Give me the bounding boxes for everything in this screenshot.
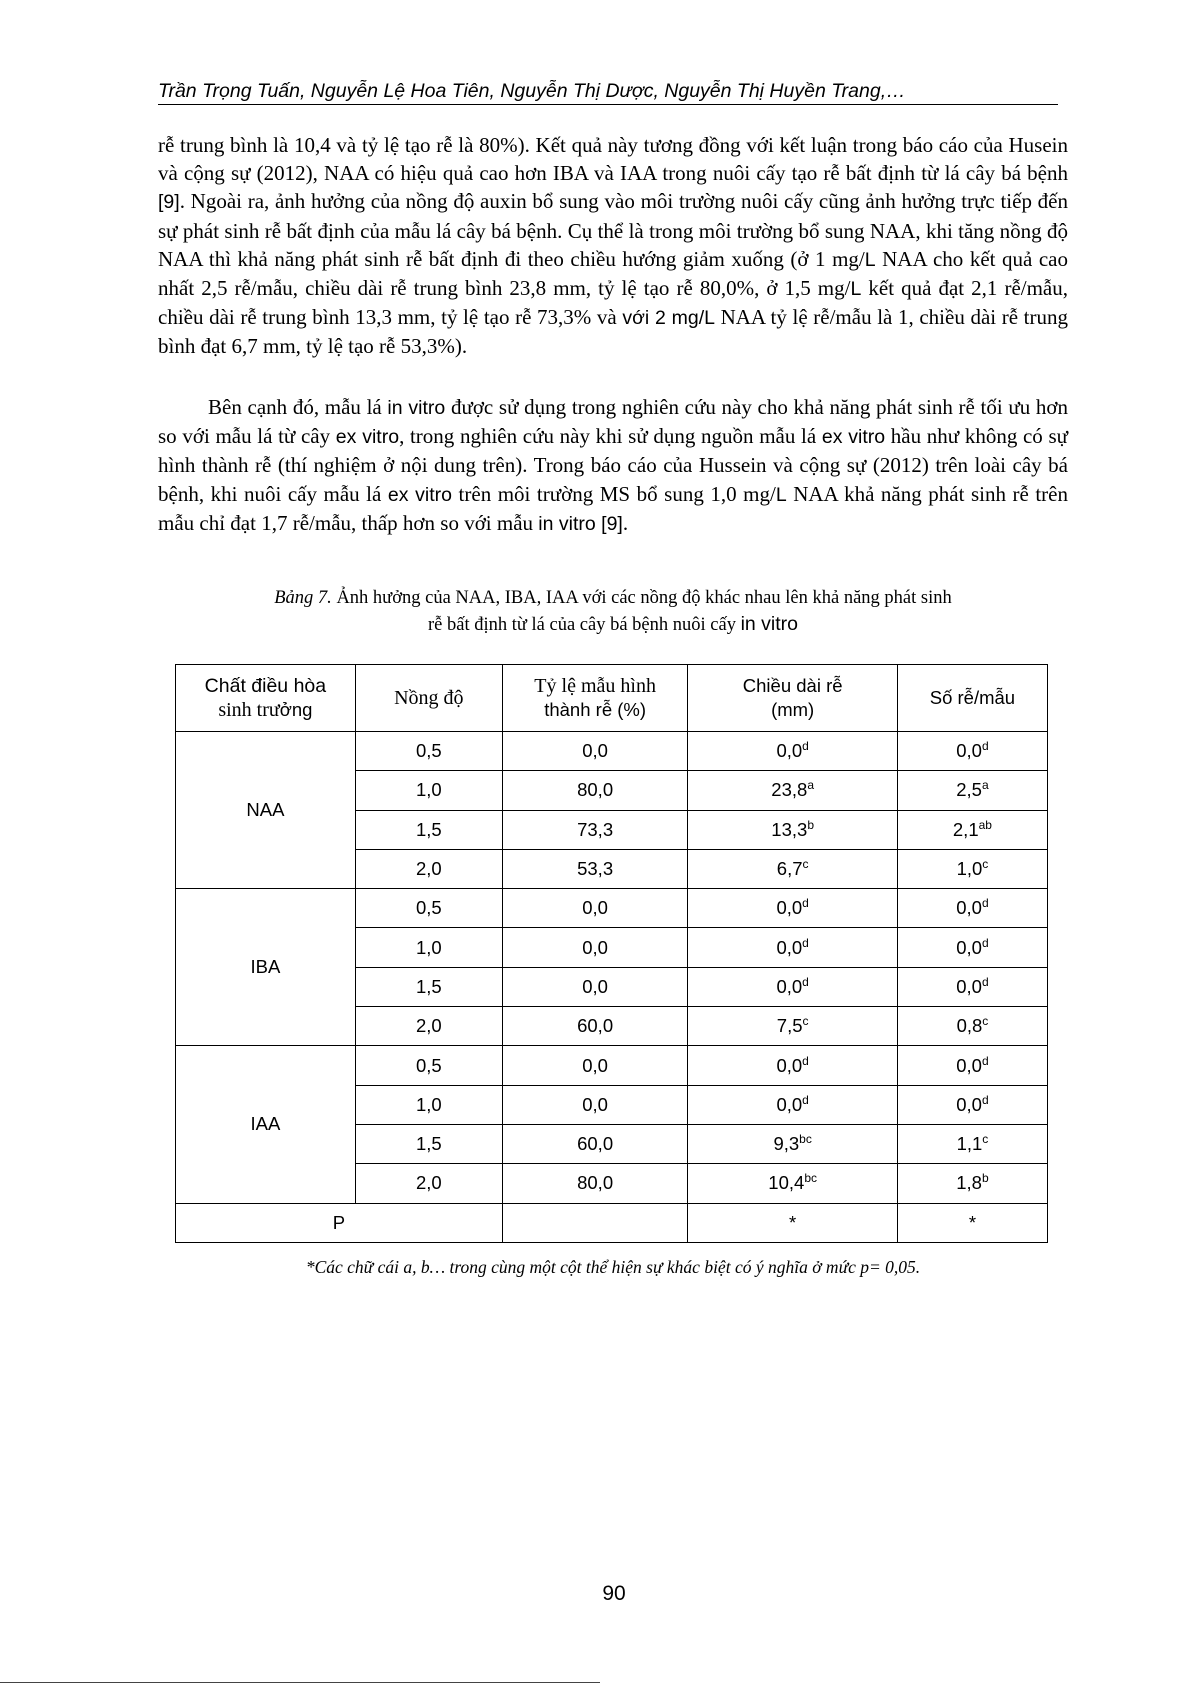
- cell-roots-value: 2,1: [952, 818, 979, 840]
- cell-length-significance-letter: c: [802, 1014, 809, 1029]
- p1-unit-l-2: L: [850, 278, 862, 301]
- cell-concentration-value: 1,0: [415, 1093, 442, 1115]
- cell-roots-value: 0,0: [956, 740, 982, 762]
- cell-length: [688, 1124, 897, 1163]
- header-rate-line-2: thành rễ (%): [544, 699, 647, 720]
- cell-roots-significance-letter: a: [981, 778, 989, 793]
- cell-length: [688, 1085, 897, 1124]
- cell-roots-significance-letter: c: [982, 1132, 989, 1147]
- caption-text-1: Ảnh hưởng của NAA, IBA, IAA với các nồng độ khác nhau lên khả năng phát sinh: [331, 588, 952, 608]
- cell-concentration-value: 1,5: [415, 975, 442, 997]
- cell-length: [688, 1164, 897, 1203]
- cell-length-value: 0,0: [776, 936, 803, 958]
- p2-text-11: NAA khả năng phát sinh rễ trên mẫu chỉ đạt 1,7 rễ/mẫu, thấp hơn so với mẫu: [158, 481, 1068, 535]
- cell-concentration: [355, 967, 502, 1006]
- running-header: Trần Trọng Tuấn, Nguyễn Lệ Hoa Tiên, Nguyễn Thị Dược, Nguyễn Thị Huyền Trang,…: [158, 80, 906, 102]
- cell-length-value: 9,3: [773, 1133, 800, 1155]
- header-regulator: [176, 665, 356, 732]
- header-regulator-line-1: Chất điều hòa: [204, 675, 327, 697]
- cell-concentration-value: 1,5: [415, 1133, 442, 1155]
- cell-rate: [502, 1007, 688, 1046]
- cell-rate-value: 60,0: [577, 1015, 614, 1037]
- cell-length-value: 0,0: [776, 740, 803, 762]
- cell-rate-value: 0,0: [582, 1054, 608, 1076]
- table-footnote: *Các chữ cái a, b… trong cùng một cột thể hiện sự khác biệt có ý nghĩa ở mức p= 0,05.: [305, 1257, 921, 1277]
- cell-roots-significance-letter: d: [981, 739, 989, 754]
- cell-roots: [897, 849, 1047, 888]
- p1-text-1: rễ trung bình là 10,4 và tỷ lệ tạo rễ là 80%). Kết quả này tương đồng với kết luận trong báo cáo của Husein và cộng sự (2012), NAA có hiệu quả cao hơn IBA và IAA trong nuôi cấy tạo rễ bất định từ lá cây bá bệnh: [158, 133, 1068, 186]
- cell-roots-value: 0,0: [956, 897, 982, 919]
- cell-rate-value: 0,0: [582, 936, 608, 958]
- cell-roots: [897, 889, 1047, 928]
- table-header-row: [176, 665, 1048, 732]
- p2-ex-vitro-3: ex vitro: [387, 483, 453, 506]
- p-rate: [502, 1203, 688, 1242]
- cell-length-value: 0,0: [776, 897, 803, 919]
- cell-concentration: [355, 810, 502, 849]
- caption-label: Bảng 7.: [274, 588, 332, 608]
- cell-rate-value: 80,0: [577, 1172, 614, 1194]
- cell-roots-significance-letter: c: [982, 857, 989, 872]
- header-length-line-2: (mm): [771, 699, 815, 720]
- p1-text-3: . Ngoài ra, ảnh hưởng của nồng độ auxin bổ sung vào môi trường nuôi cấy cũng ảnh hưởng trực tiếp đến sự phát sinh rễ bất định của mẫu lá cây bá bệnh. Cụ thể là trong môi trường bổ sung NAA, khi tăng nồng độ NAA thì khả năng phát sinh rễ bất định đi theo chiều hướng giảm xuống (ở 1 mg/: [158, 189, 1068, 271]
- cell-roots-value: 0,0: [956, 936, 982, 958]
- header-roots: Số rễ/mẫu: [897, 665, 1047, 732]
- caption-line-1: [158, 585, 1068, 611]
- table-body: [176, 732, 1048, 1204]
- cell-roots: [897, 928, 1047, 967]
- header-rate: [502, 665, 688, 732]
- cell-rate-value: 53,3: [577, 858, 614, 880]
- cell-concentration-value: 0,5: [415, 897, 442, 919]
- cell-length-value: 0,0: [776, 975, 803, 997]
- header-length-line-1: Chiều dài rễ: [742, 675, 843, 696]
- cell-rate-value: 0,0: [582, 740, 608, 762]
- cell-length: [688, 810, 897, 849]
- cell-concentration-value: 2,0: [415, 1015, 442, 1037]
- cell-roots-significance-letter: ab: [978, 817, 992, 832]
- cell-length-value: 7,5: [776, 1015, 803, 1037]
- cell-rate-value: 0,0: [582, 897, 608, 919]
- cell-rate: [502, 1124, 688, 1163]
- cell-rate: [502, 1085, 688, 1124]
- cell-rate-value: 80,0: [577, 779, 614, 801]
- p2-text-7: hầu như không có sự hình thành rễ (thí nghiệm ở nội dung trên). Trong báo cáo của Hussein và cộng sự (2012) trên loài cây bá bệnh, khi nuôi cấy mẫu lá: [158, 424, 1069, 506]
- p-roots: *: [897, 1203, 1047, 1242]
- p2-text-5: , trong nghiên cứu này khi sử dụng nguồn mẫu lá: [399, 424, 822, 449]
- cell-roots: [897, 771, 1047, 810]
- cell-concentration: [355, 928, 502, 967]
- cell-length-value: 13,3: [771, 818, 808, 840]
- cell-concentration: [355, 732, 502, 771]
- cell-length-value: 0,0: [776, 1093, 803, 1115]
- cell-concentration-value: 1,5: [415, 818, 442, 840]
- cell-rate-value: 0,0: [582, 1093, 608, 1115]
- caption-in-vitro: in vitro: [740, 613, 799, 635]
- cell-concentration: [355, 1124, 502, 1163]
- cell-roots: [897, 1007, 1047, 1046]
- cell-roots: [897, 732, 1047, 771]
- p2-ex-vitro-1: ex vitro: [335, 426, 400, 449]
- cell-length-significance-letter: bc: [804, 1171, 817, 1186]
- cell-length-significance-letter: d: [802, 974, 809, 989]
- cell-length-value: 0,0: [776, 1054, 803, 1076]
- cell-rate: [502, 889, 688, 928]
- cell-roots-significance-letter: c: [982, 1014, 989, 1029]
- paragraph-1: [158, 131, 1068, 361]
- p1-dose-2mgl: với 2 mg/L: [622, 307, 715, 330]
- p-value-row: [176, 1203, 1048, 1242]
- cell-roots: [897, 1046, 1047, 1085]
- cell-roots-value: 1,8: [956, 1172, 982, 1194]
- cell-length-significance-letter: bc: [799, 1132, 812, 1147]
- cell-length: [688, 889, 897, 928]
- cell-length: [688, 732, 897, 771]
- p2-ex-vitro-2: ex vitro: [821, 426, 886, 449]
- page-number: 90: [602, 1582, 626, 1605]
- cell-roots-significance-letter: d: [981, 1053, 989, 1068]
- cell-length: [688, 1007, 897, 1046]
- cell-length-significance-letter: d: [802, 935, 809, 950]
- header-concentration: Nồng độ: [355, 665, 502, 732]
- cell-concentration-value: 2,0: [415, 858, 442, 880]
- cell-rate: [502, 967, 688, 1006]
- paragraph-2: [158, 393, 1068, 538]
- cell-rate: [502, 1164, 688, 1203]
- cell-roots: [897, 810, 1047, 849]
- cell-roots-significance-letter: d: [981, 935, 989, 950]
- p2-in-vitro-1: in vitro: [387, 397, 446, 419]
- table-row: [176, 889, 1048, 928]
- cell-concentration: [355, 849, 502, 888]
- cell-length-value: 23,8: [771, 779, 808, 801]
- table-caption: [158, 585, 1068, 638]
- cell-concentration-value: 2,0: [415, 1172, 442, 1194]
- cell-length-value: 6,7: [776, 858, 803, 880]
- cell-rate: [502, 1046, 688, 1085]
- cell-length-significance-letter: d: [802, 896, 809, 911]
- header-rate-line-1: Tỷ lệ mẫu hình: [534, 675, 656, 697]
- cell-length-significance-letter: c: [802, 857, 809, 872]
- cell-concentration: [355, 1164, 502, 1203]
- cell-concentration-value: 1,0: [415, 936, 442, 958]
- cell-concentration-value: 0,5: [415, 1054, 442, 1076]
- p1-unit-l-1: L: [864, 248, 876, 271]
- header-regulator-line-2b: ởng: [279, 699, 313, 720]
- cell-length: [688, 771, 897, 810]
- cell-roots-value: 0,0: [956, 975, 982, 997]
- cell-roots-value: 1,1: [956, 1133, 983, 1155]
- cell-roots-value: 0,0: [956, 1054, 982, 1076]
- cell-roots: [897, 1164, 1047, 1203]
- cell-length-significance-letter: d: [802, 1053, 809, 1068]
- p1-text-9: NAA tỷ lệ rễ/mẫu là 1, chiều dài rễ trung bình đạt 6,7 mm, tỷ lệ tạo rễ 53,3%).: [158, 305, 1068, 359]
- header-length: [688, 665, 897, 732]
- group-name-iba: IBA: [176, 889, 356, 1046]
- group-name-naa: NAA: [176, 732, 356, 889]
- cell-length-value: 10,4: [768, 1172, 805, 1194]
- p2-text-9: trên môi trường MS bổ sung 1,0 mg/: [452, 481, 776, 506]
- cell-roots-significance-letter: b: [981, 1171, 989, 1186]
- cell-length-significance-letter: d: [802, 1092, 809, 1107]
- cell-length-significance-letter: d: [802, 739, 809, 754]
- cell-rate-value: 73,3: [577, 818, 614, 840]
- cell-rate: [502, 928, 688, 967]
- p2-in-vitro-citation: in vitro [9]: [538, 512, 623, 535]
- cell-roots-significance-letter: d: [981, 974, 989, 989]
- cell-roots: [897, 967, 1047, 1006]
- group-name-iaa: IAA: [176, 1046, 356, 1203]
- p2-text-13: .: [622, 510, 629, 535]
- bottom-rule: [0, 1682, 600, 1683]
- cell-rate: [502, 771, 688, 810]
- cell-length: [688, 928, 897, 967]
- cell-concentration: [355, 771, 502, 810]
- p-label: P: [176, 1203, 503, 1242]
- cell-roots: [897, 1124, 1047, 1163]
- cell-concentration: [355, 889, 502, 928]
- p2-text-1: Bên cạnh đó, mẫu lá: [208, 395, 388, 419]
- cell-rate: [502, 810, 688, 849]
- caption-line-2: [158, 611, 1068, 638]
- cell-concentration: [355, 1007, 502, 1046]
- cell-length: [688, 967, 897, 1006]
- cell-rate-value: 60,0: [577, 1133, 614, 1155]
- cell-length: [688, 1046, 897, 1085]
- cell-rate-value: 0,0: [582, 975, 608, 997]
- p2-text-3: được sử dụng trong nghiên cứu này cho khả năng phát sinh rễ tối ưu hơn so với mẫu lá từ cây: [158, 395, 1069, 449]
- cell-length-significance-letter: a: [807, 778, 814, 793]
- table-row: [176, 732, 1048, 771]
- cell-roots-value: 0,0: [956, 1093, 982, 1115]
- cell-roots-value: 0,8: [956, 1015, 983, 1037]
- header-rule: [158, 104, 1058, 105]
- results-table: [175, 664, 1048, 1243]
- p1-citation: [9]: [158, 191, 180, 214]
- header-regulator-line-2a: sinh trư: [218, 699, 280, 721]
- cell-roots-value: 1,0: [956, 858, 983, 880]
- cell-roots-significance-letter: d: [981, 896, 989, 911]
- cell-length: [688, 849, 897, 888]
- p1-text-7: kết quả đạt 2,1 rễ/mẫu, chiều dài rễ trung bình 13,3 mm, tỷ lệ tạo rễ 73,3% và: [158, 276, 1069, 330]
- cell-rate: [502, 849, 688, 888]
- cell-length-significance-letter: b: [807, 817, 814, 832]
- cell-concentration-value: 1,0: [415, 779, 442, 801]
- cell-concentration-value: 0,5: [415, 740, 442, 762]
- caption-text-2: rễ bất định từ lá của cây bá bệnh nuôi cấy: [427, 615, 741, 635]
- cell-rate: [502, 732, 688, 771]
- cell-concentration: [355, 1046, 502, 1085]
- cell-roots: [897, 1085, 1047, 1124]
- p1-text-5: NAA cho kết quả cao nhất 2,5 rễ/mẫu, chiều dài rễ trung bình 23,8 mm, tỷ lệ tạo rễ 80,0%, ở 1,5 mg/: [158, 246, 1068, 301]
- p2-unit-l: L: [775, 483, 787, 506]
- cell-concentration: [355, 1085, 502, 1124]
- cell-roots-value: 2,5: [956, 779, 982, 801]
- table-row: [176, 1046, 1048, 1085]
- p-length: *: [688, 1203, 897, 1242]
- cell-roots-significance-letter: d: [981, 1092, 989, 1107]
